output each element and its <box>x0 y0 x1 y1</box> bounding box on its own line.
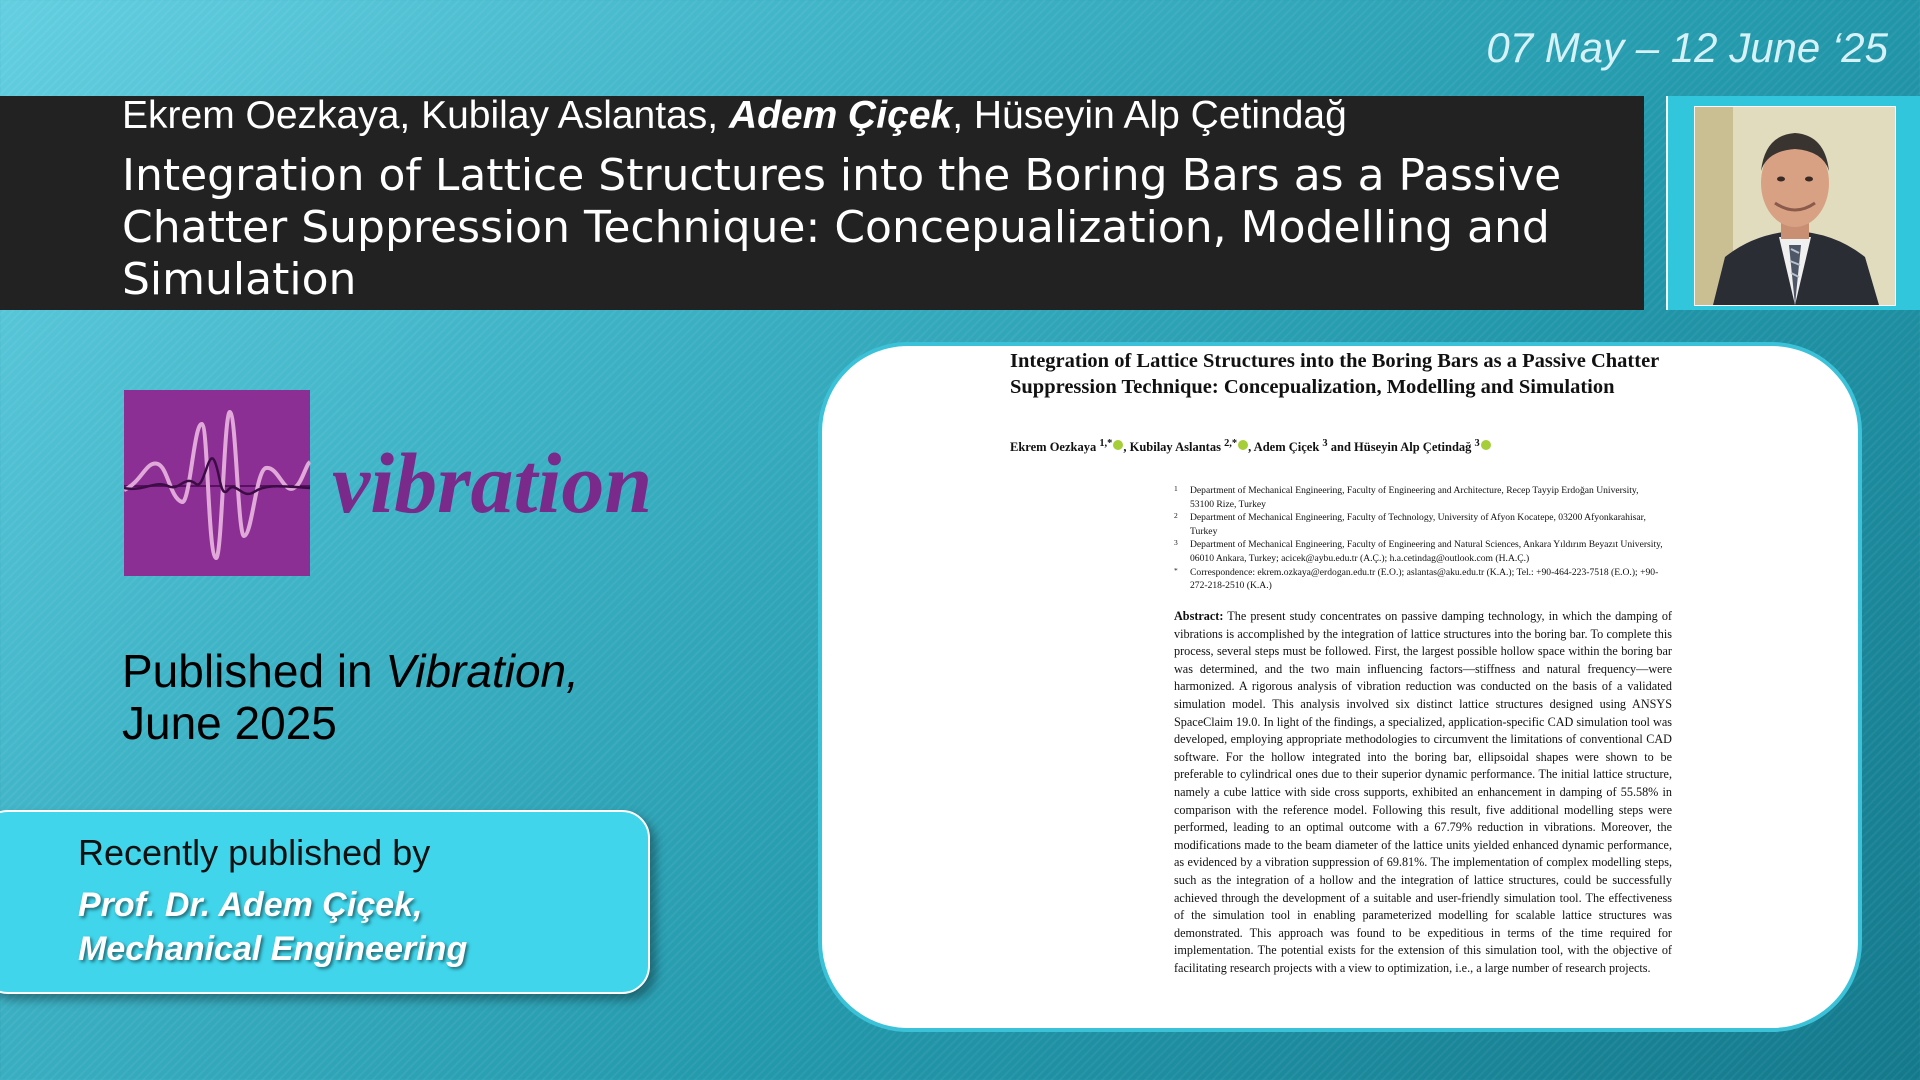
affiliation-text: Department of Mechanical Engineering, Faculty of Engineering and Natural Sciences, Ankara Yıldırım Beyazıt University, 06010 Ankara, Turkey; acicek@aybu.edu.tr (A.Ç.); h.a.cetindag@outlook.com (H.A.Ç.) <box>1190 539 1663 564</box>
authors-after: , Hüseyin Alp Çetindağ <box>952 94 1347 137</box>
authors-before: Ekrem Oezkaya, Kubilay Aslantas, <box>122 94 729 137</box>
affiliation-text: Department of Mechanical Engineering, Faculty of Engineering and Architecture, Recep Tayyip Erdoğan University, 53100 Rize, Turkey <box>1190 485 1639 510</box>
affiliation-row <box>1174 538 1664 565</box>
author-sep: , <box>1123 440 1130 455</box>
paper-author: Kubilay Aslantas <box>1129 440 1225 455</box>
affiliation-text: Correspondence: ekrem.ozkaya@erdogan.edu.tr (E.O.); aslantas@aku.edu.tr (K.A.); Tel.: +90-464-223-7518 (E.O.); +90-272-218-2510 (K.A.) <box>1190 566 1659 592</box>
published-date: June 2025 <box>122 697 337 749</box>
badge-department: Mechanical Engineering <box>78 930 468 968</box>
orcid-icon <box>1113 440 1123 450</box>
journal-wordmark: vibration <box>332 435 653 531</box>
affiliation-row <box>1174 511 1664 538</box>
published-journal: Vibration, <box>385 645 579 697</box>
affiliation-mark: 2 <box>1174 511 1178 521</box>
affiliation-row <box>1174 484 1664 511</box>
author-sep: and <box>1327 440 1355 455</box>
orcid-icon <box>1238 440 1248 450</box>
author-sup: 3 <box>1474 438 1480 449</box>
badge-author: Prof. Dr. Adem Çiçek, <box>78 886 423 924</box>
abstract-label: Abstract: <box>1174 609 1224 623</box>
recently-published-badge <box>0 810 650 994</box>
author-sep: , <box>1248 440 1254 455</box>
affiliation-text: Department of Mechanical Engineering, Faculty of Technology, University of Afyon Kocatepe, 03200 Afyonkarahisar, Turkey <box>1190 512 1646 537</box>
paper-author: Adem Çiçek <box>1253 440 1323 455</box>
photo-frame <box>1666 96 1920 310</box>
date-range: 07 May – 12 June ‘25 <box>1486 24 1888 71</box>
paper-preview <box>818 342 1862 1032</box>
authors-highlight: Adem Çiçek <box>728 94 953 137</box>
affiliation-row <box>1174 566 1664 593</box>
slide-title: Integration of Lattice Structures into the Boring Bars as a Passive Chatter Suppression Technique: Concepualization, Modelling and Simulation <box>122 150 1562 305</box>
paper-author: Ekrem Oezkaya <box>1010 440 1100 455</box>
orcid-icon <box>1481 440 1491 450</box>
badge-heading: Recently published by <box>78 832 431 873</box>
affiliation-mark: 1 <box>1174 484 1178 493</box>
paper-title: Integration of Lattice Structures into the Boring Bars as a Passive Chatter Suppression Technique: Concepualization, Modelling and Simulation <box>1010 350 1659 398</box>
affiliation-mark: 3 <box>1174 538 1178 548</box>
paper-authors <box>1010 438 1491 455</box>
author-photo <box>1694 106 1896 306</box>
published-prefix: Published in <box>122 645 386 697</box>
paper-abstract <box>1174 608 1672 977</box>
paper-affiliations <box>1174 484 1664 593</box>
author-sup: 2,* <box>1224 438 1238 449</box>
affiliation-mark: * <box>1174 565 1178 575</box>
paper-author: Hüseyin Alp Çetindağ <box>1354 440 1475 455</box>
author-sup: 1,* <box>1099 438 1113 449</box>
journal-logo <box>124 390 700 576</box>
abstract-text: The present study concentrates on passive damping technology, in which the damping of vibrations is accomplished by the integration of lattice structures into the boring bar. To complete this process, several steps must be followed. First, the largest possible hollow space within the boring bar was determined, and the two main influencing factors—stiffness and natural frequency—were harmonized. A rigorous analysis of vibration reduction was conducted on the basis of a validated simulation model. This analysis involved six distinct lattice structures designed using ANSYS SpaceClaim 19.0. In light of the findings, a specialized, application-specific CAD simulation tool was developed, employing appropriate methodologies to circumvent the limitations of conventional CAD software. For the hollow integrated into the boring bar, ellipsoidal shapes were shown to be preferable to cylindrical ones due to their superior dynamic performance. The initial lattice structure, namely a cube lattice with side cross supports, exhibited an enhancement in damping of 55.58% in comparison with the reference model. Following this result, five additional modelling steps were performed, leading to an optimal outcome with a 67.79% reduction in vibrations. Moreover, the modifications made to the beam diameter of the lattice units yielded enhanced dynamic performance, as evidenced by a vibration suppression of 69.81%. The implementation of complex modelling steps, such as the integration of a hollow and the integration of lattice structures, could be successfully achieved through the development of a suitable and user-friendly simulation tool. The effectiveness of the simulation tool in enabling parameterized modelling for scalable lattice structures was demonstrated. This approach was found to be expeditious in terms of the time required for implementation. The potential exists for the extension of this simulation tool, with the objective of facilitating research projects with a view to optimization, i.e., a large number of research projects. <box>1174 609 1672 975</box>
slide-authors <box>122 94 1347 138</box>
author-sup: 3 <box>1322 438 1328 449</box>
published-note <box>122 645 579 749</box>
